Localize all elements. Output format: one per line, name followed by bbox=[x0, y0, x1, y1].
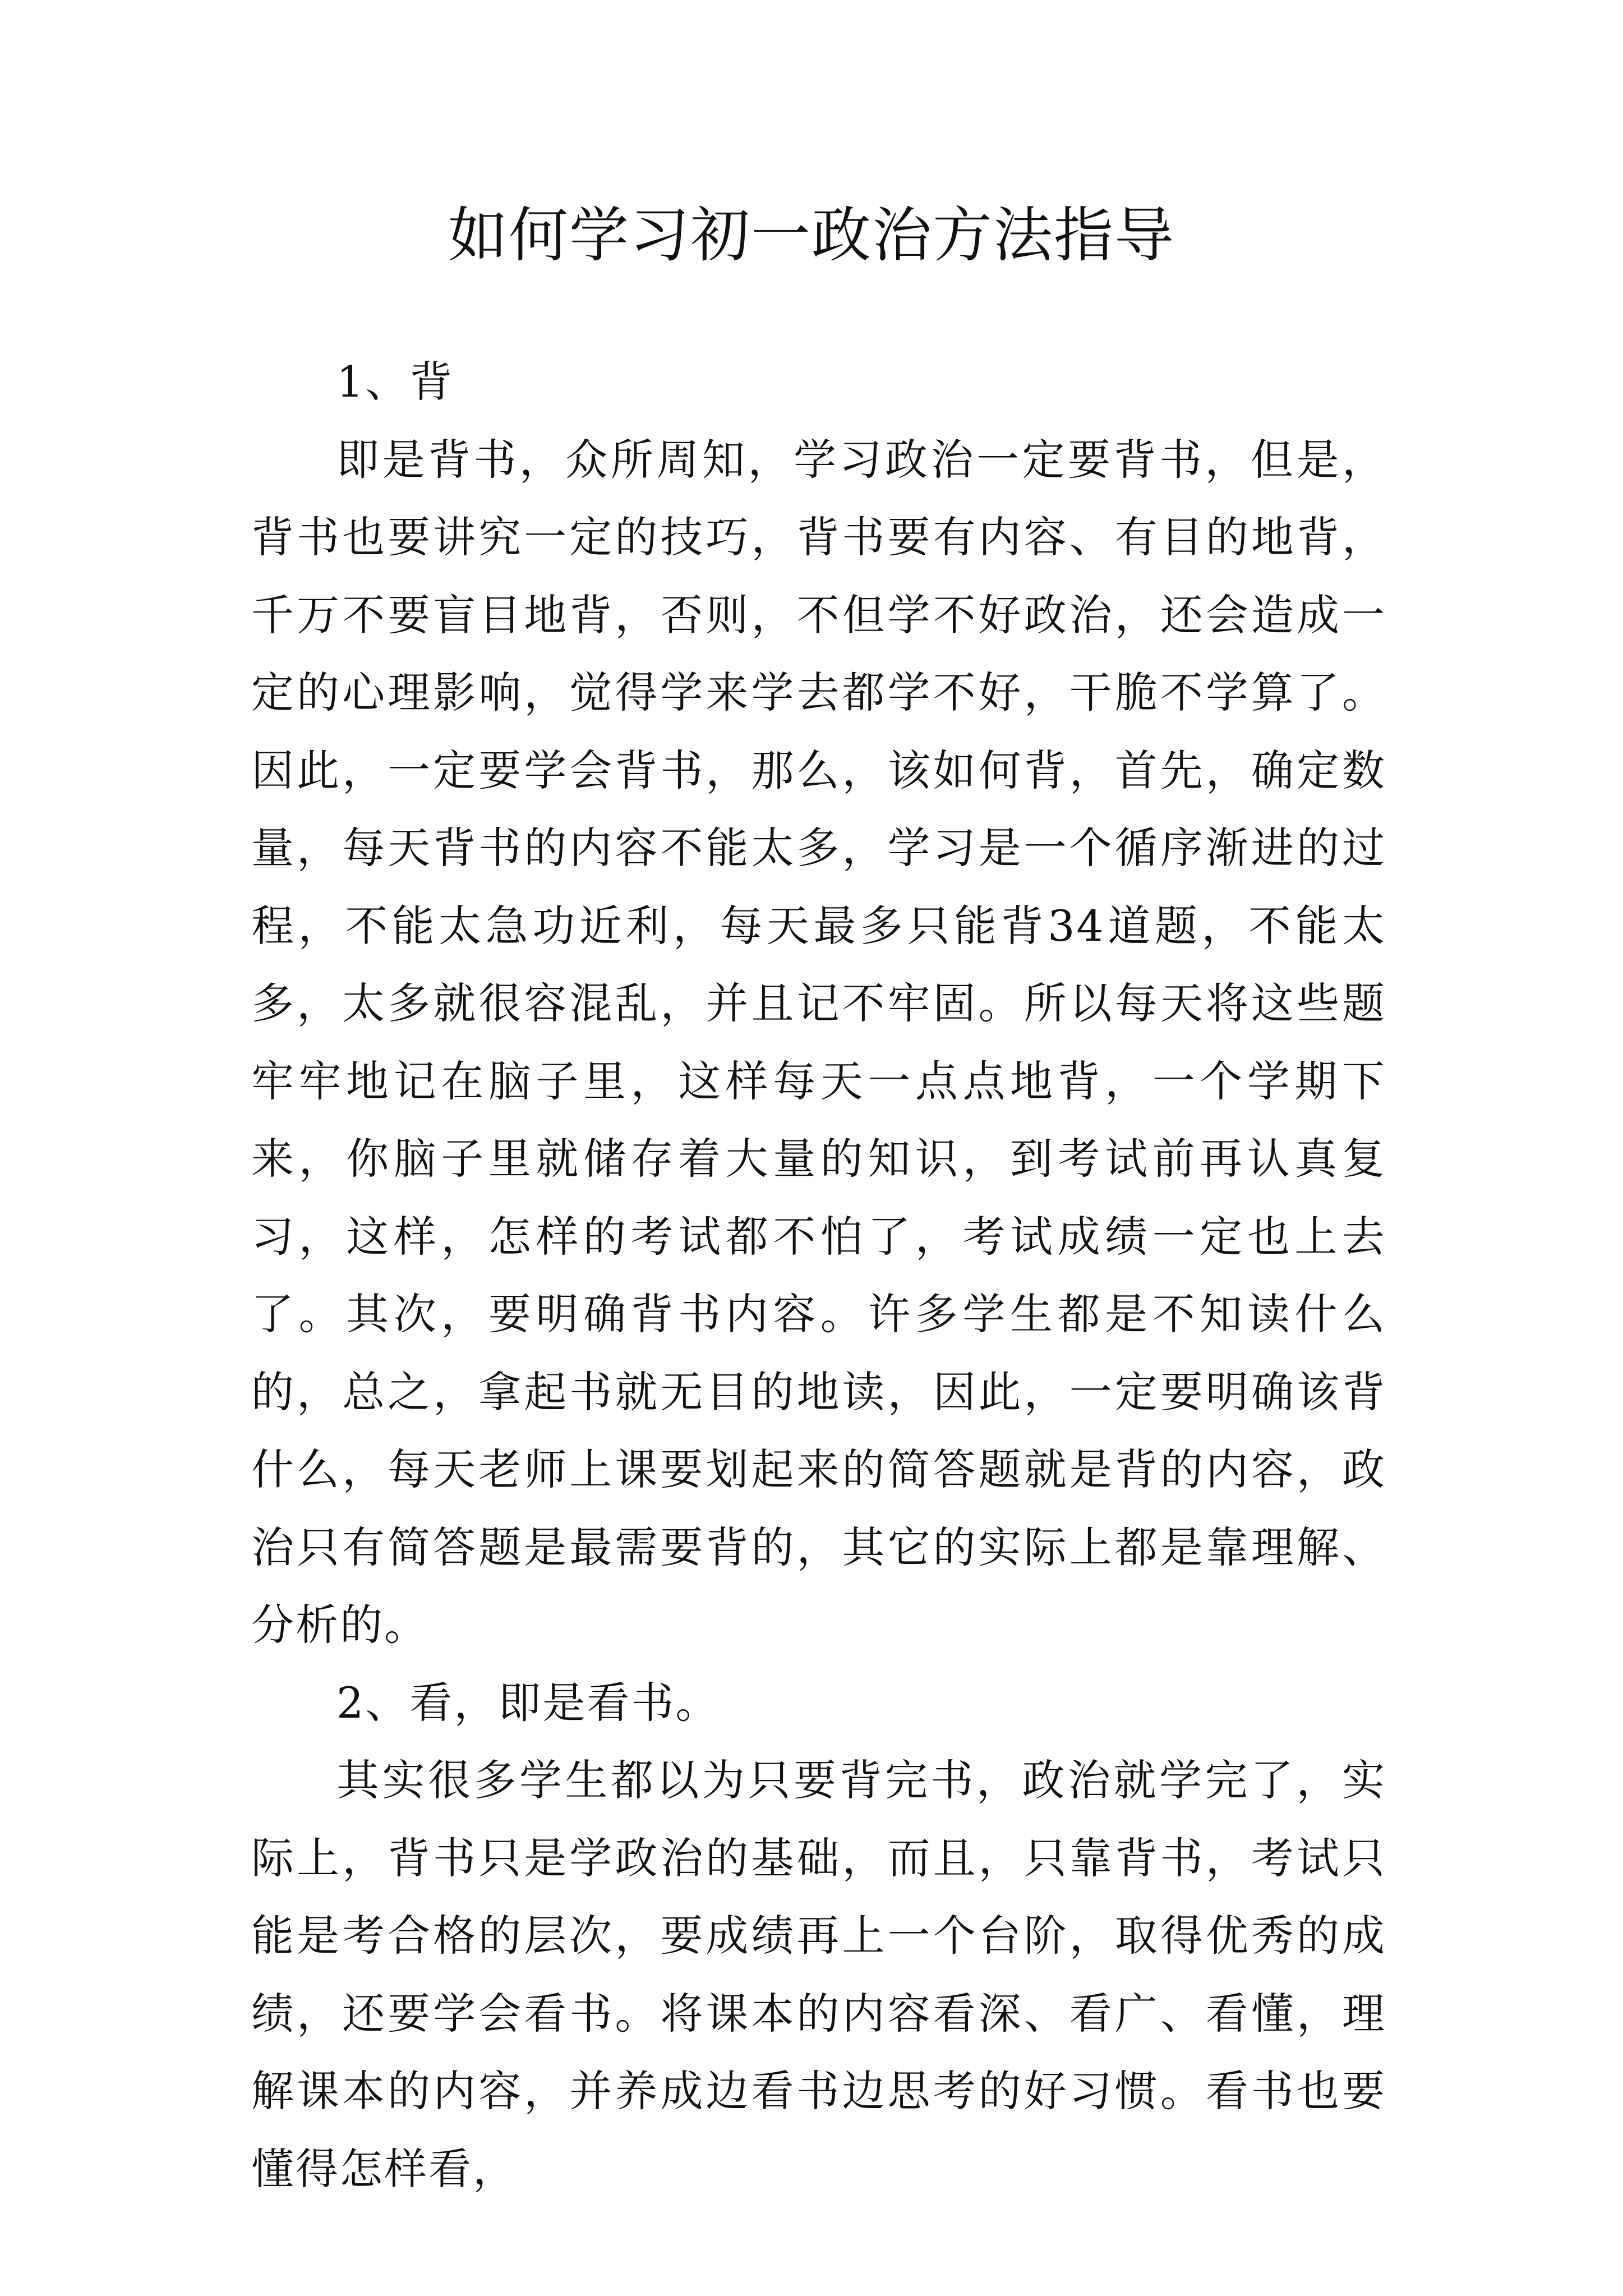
section-heading-read: 2、看，即是看书。 bbox=[336, 1677, 720, 1728]
document-title: 如何学习初一政治方法指导 bbox=[448, 201, 1175, 270]
section-heading-recite: 1、背 bbox=[336, 357, 454, 407]
paragraph-read: 其实很多学生都以为只要背完书，政治就学完了，实际上，背书只是学政治的基础，而且，只靠背书，考试只能是考合格的层次，要成绩再上一个台阶，取得优秀的成绩，还要学会看书。将课本的内容看深、看广、看懂，理解课本的内容，并养成边看书边思考的好习惯。看书也要懂得怎样看， bbox=[251, 1755, 1386, 2194]
paragraph-recite: 即是背书，众所周知，学习政治一定要背书，但是，背书也要讲究一定的技巧，背书要有内容、有目的地背，千万不要盲目地背，否则，不但学不好政治，还会造成一定的心理影响，觉得学来学去都学不好，干脆不学算了。因此，一定要学会背书，那么，该如何背，首先，确定数量，每天背书的内容不能太多，学习是一个循序渐进的过程，不能太急功近利，每天最多只能背34道题，不能太多，太多就很容混乱，并且记不牢固。所以每天将这些题牢牢地记在脑子里，这样每天一点点地背，一个学期下来，你脑子里就储存着大量的知识，到考试前再认真复习，这样，怎样的考试都不怕了，考试成绩一定也上去了。其次，要明确背书内容。许多学生都是不知读什么的，总之，拿起书就无目的地读，因此，一定要明确该背什么，每天老师上课要划起来的简答题就是背的内容，政治只有简答题是最需要背的，其它的实际上都是靠理解、分析的。 bbox=[251, 434, 1386, 1650]
document-body bbox=[251, 343, 1386, 2208]
